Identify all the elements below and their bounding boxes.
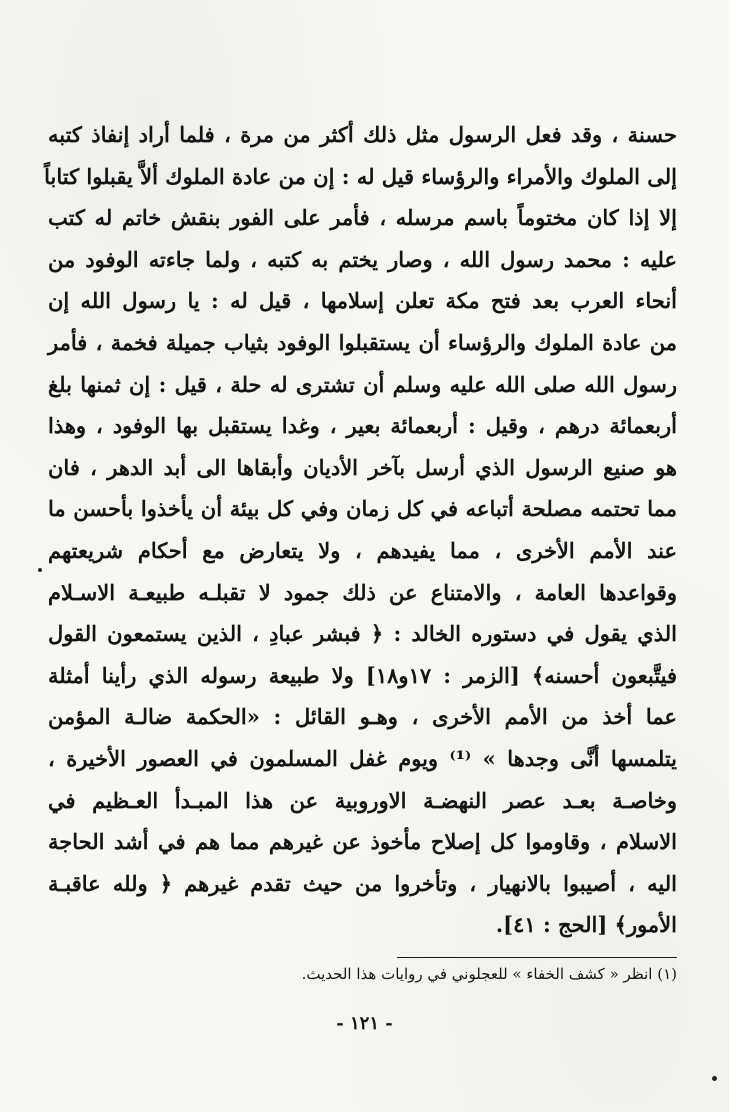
text-line: عليه : محمد رسول الله ، وصار يختم به كتبه ، ولما جاءته الوفود من: [48, 246, 677, 272]
text-line: مما تحتمه مصلحة أتباعه في كل زمان وفي كل بيئة أن يأخذوا بأحسن ما: [48, 496, 677, 522]
page-number: - ١٢١ -: [336, 1013, 393, 1034]
text-line: اليه ، أصيبوا بالانهيار ، وتأخروا من حيث تقدم غيرهم ﴿ ولله عاقبـة: [48, 870, 677, 896]
text-line: الذي يقول في دستوره الخالد : ﴿ فبشر عبادِ ، الذين يستمعون القول: [48, 621, 677, 647]
footnote: (١) انظر « كشف الخفاء » للعجلوني في روايات هذا الحديث.: [301, 965, 677, 983]
text-line: هو صنيع الرسول الذي أرسل بآخر الأديان وأبقاها الى أبد الدهر ، فان: [48, 454, 677, 480]
text-line: وخاصـة بعـد عصر النهضـة الاوروبية عن هذا المبـدأ العـظيم في: [48, 787, 677, 813]
text-line: عند الأمم الأخرى ، مما يفيدهم ، ولا يتعارض مع أحكام شريعتهم: [48, 537, 677, 563]
text-line: الأمور﴾ [الحج : ٤١].: [495, 912, 677, 938]
text-line: فيتَّبعون أحسنه﴾ [الزمر : ١٧و١٨] ولا طبيعة رسوله الذي رأينا أمثلة: [48, 662, 677, 688]
text-line: وقواعدها العامة ، والامتناع عن ذلك جمود لا تقبلـه طبيعـة الاسـلام: [48, 579, 677, 605]
text-line: إلا إذا كان مختوماً باسم مرسله ، فأمر على الفور بنقش خاتم له كتب: [48, 205, 677, 231]
footnote-divider: [397, 957, 677, 958]
text-line: الاسلام ، وقاوموا كل إصلاح مأخوذ عن غيرهم مما هم في أشد الحاجة: [48, 829, 677, 855]
text-line: أنحاء العرب بعد فتح مكة تعلن إسلامها ، قيل له : يا رسول الله إن: [48, 288, 677, 314]
text-line: عما أخذ من الأمم الأخرى ، وهـو القائل : «الحكمة ضالـة المؤمن: [48, 704, 677, 730]
body-text: [44, 114, 677, 946]
text-line: أربعمائة درهم ، وقيل : أربعمائة بعير ، وغدا يستقبل بها الوفود ، وهذا: [48, 413, 677, 439]
text-line: رسول الله صلى الله عليه وسلم أن تشترى له حلة ، قيل : إن ثمنها بلغ: [48, 371, 677, 397]
text-line: يتلمسها أنَّى وجدها » ⁽¹⁾ ويوم غفل المسلمون في العصور الأخيرة ،: [48, 745, 677, 771]
text-line: حسنة ، وقد فعل الرسول مثل ذلك أكثر من مرة ، فلما أراد إنفاذ كتبه: [48, 122, 677, 147]
text-line: إلى الملوك والأمراء والرؤساء قيل له : إن من عادة الملوك ألاَّ يقبلوا كتاباً: [44, 163, 677, 189]
text-line: من عادة الملوك والرؤساء أن يستقبلوا الوفود بثياب جميلة فخمة ، فأمر: [48, 329, 677, 355]
scan-speck: [38, 568, 42, 572]
scan-speck: [712, 1076, 717, 1081]
